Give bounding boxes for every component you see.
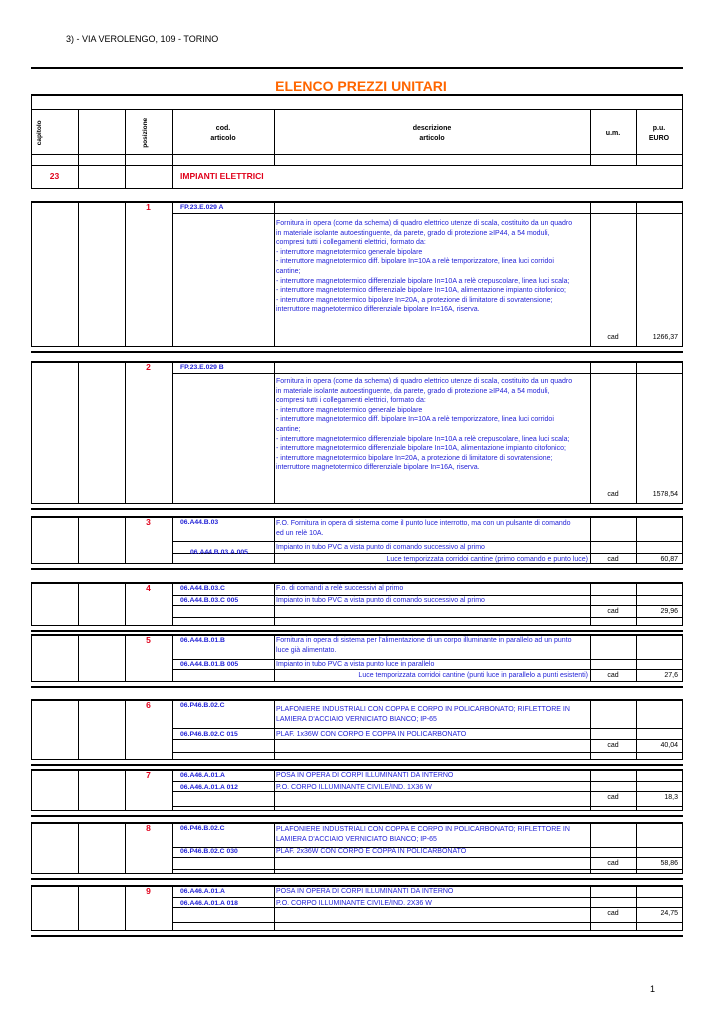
item-position: 1 xyxy=(146,202,151,212)
item-subdescription: Impianto in tubo PVC a vista punto di comando successivo al primo xyxy=(276,544,485,551)
item-column-line xyxy=(31,516,32,563)
item-code: 06.A46.A.01.A xyxy=(180,772,225,779)
description-line: - interruttore magnetotermico diff. bipolare In=10A a relè temporizzatore, linea luci corridoi xyxy=(276,258,554,266)
description-line: - interruttore magnetotermico generale bipolare xyxy=(276,406,423,414)
item-subdescription-detail: Luce temporizzata corridoi cantine (punti luce in parallelo a punti esistenti) xyxy=(358,672,588,679)
item-bottom-thin-rule xyxy=(31,873,683,874)
item-row-rule xyxy=(172,857,683,858)
item-unit: cad xyxy=(607,491,619,498)
item-price: 1266,37 xyxy=(652,334,678,341)
page-title: ELENCO PREZZI UNITARI xyxy=(275,78,447,94)
item-code: 06.A44.B.03.C xyxy=(180,585,225,592)
item-unit: cad xyxy=(607,794,619,801)
item-column-line xyxy=(636,361,637,503)
item-column-line xyxy=(274,699,275,759)
item-column-line xyxy=(78,769,79,810)
item-column-line xyxy=(31,699,32,759)
col-um: u.m. xyxy=(605,130,621,137)
item-description xyxy=(276,519,588,538)
item-column-line xyxy=(636,769,637,810)
item-column-line xyxy=(78,516,79,563)
item-bottom-thin-rule xyxy=(31,346,683,347)
description-line: F.o. di comandi a relè successivi al primo xyxy=(276,585,404,592)
item-row-rule xyxy=(172,922,683,923)
item-row-rule xyxy=(172,806,683,807)
item-bottom-thin-rule xyxy=(31,759,683,760)
item-price: 24,75 xyxy=(660,910,678,917)
item-price: 58,86 xyxy=(660,860,678,867)
item-subcode: 06.A44.B.03.A 005 xyxy=(190,549,248,556)
col-capitolo: capitolo xyxy=(36,120,44,146)
item-code: 06.A46.A.01.A xyxy=(180,888,225,895)
item-column-line xyxy=(31,582,32,625)
item-column-line xyxy=(274,634,275,681)
item-price: 60,87 xyxy=(660,556,678,563)
description-line: interruttore magnetotermico differenziale bipolare In=16A, riserva. xyxy=(276,464,480,472)
item-code: FP.23.E.029 A xyxy=(180,204,224,211)
item-price: 29,96 xyxy=(660,608,678,615)
description-line: Fornitura in opera di sistema per l'alimentazione di un corpo illuminante in parallelo ad un punto xyxy=(276,637,572,644)
description-line: ed un relè 10A. xyxy=(276,529,324,537)
item-position: 5 xyxy=(146,635,151,645)
item-column-line xyxy=(590,769,591,810)
item-column-line xyxy=(274,769,275,810)
description-line: LAMIERA D'ACCIAIO VERNICIATO BIANCO; IP-65 xyxy=(276,715,437,723)
description-line: - interruttore magnetotermico differenziale bipolare In=10A, alimentazione impianto citofonico; xyxy=(276,287,566,295)
item-subcode: 06.A44.B.03.C 005 xyxy=(180,597,239,604)
description-line: interruttore magnetotermico differenziale bipolare In=16A, riserva. xyxy=(276,306,480,314)
item-column-line xyxy=(78,201,79,346)
item-code: 06.P46.B.02.C xyxy=(180,702,225,709)
item-description xyxy=(276,636,588,655)
item-bottom-rule xyxy=(31,764,683,766)
item-position: 3 xyxy=(146,517,151,527)
item-position: 8 xyxy=(146,823,151,833)
item-row-rule xyxy=(172,752,683,753)
page-number: 1 xyxy=(650,984,656,994)
description-line: Fornitura in opera (come da schema) di quadro elettrico utenze di scala, costituito da un quadro xyxy=(276,378,573,385)
item-price: 1578,54 xyxy=(652,491,678,498)
item-subdescription: PLAF. 1x36W CON CORPO E COPPA IN POLICARBONATO xyxy=(276,731,467,738)
item-subdescription: P.O. CORPO ILLUMINANTE CIVILE/IND. 2X36 W xyxy=(276,900,432,907)
item-column-line xyxy=(682,699,683,759)
item-column-line xyxy=(590,201,591,346)
description-line: POSA IN OPERA DI CORPI ILLUMINANTI DA INTERNO xyxy=(276,888,454,895)
chapter-title: IMPIANTI ELETTRICI xyxy=(180,171,264,181)
item-column-line xyxy=(31,361,32,503)
item-bottom-rule xyxy=(31,878,683,880)
address-header: 3) - VIA VEROLENGO, 109 - TORINO xyxy=(66,34,219,44)
item-bottom-rule xyxy=(31,935,683,937)
item-column-line xyxy=(274,582,275,625)
item-column-line xyxy=(682,361,683,503)
item-row-rule xyxy=(172,541,683,542)
item-row-rule xyxy=(172,553,683,554)
description-line: luce già alimentato. xyxy=(276,646,337,654)
item-column-line xyxy=(274,201,275,346)
item-bottom-rule xyxy=(31,351,683,353)
item-code: 06.P46.B.02.C xyxy=(180,825,225,832)
item-column-line xyxy=(172,769,173,810)
item-description xyxy=(276,825,588,844)
description-line: in materiale isolante autoestinguente, da parete, grado di protezione ≥IP44, a 54 moduli, xyxy=(276,229,550,237)
item-bottom-thin-rule xyxy=(31,810,683,811)
item-column-line xyxy=(78,699,79,759)
item-column-line xyxy=(682,582,683,625)
item-subdescription: Impianto in tubo PVC a vista punto di comando successivo al primo xyxy=(276,597,485,604)
item-subdescription: P.O. CORPO ILLUMINANTE CIVILE/IND. 1X36 W xyxy=(276,784,432,791)
description-line: - interruttore magnetotermico bipolare In=20A, a protezione di limitatore di sovratensione; xyxy=(276,296,553,304)
item-price: 18,3 xyxy=(664,794,678,801)
item-unit: cad xyxy=(607,860,619,867)
item-bottom-thin-rule xyxy=(31,625,683,626)
item-column-line xyxy=(125,201,126,346)
item-row-rule xyxy=(172,897,683,898)
item-description xyxy=(276,705,588,724)
item-column-line xyxy=(172,634,173,681)
item-subcode: 06.P46.B.02.C 015 xyxy=(180,731,238,738)
item-column-line xyxy=(172,201,173,346)
description-line: Fornitura in opera (come da schema) di quadro elettrico utenze di scala, costituito da un quadro xyxy=(276,220,573,227)
item-unit: cad xyxy=(607,742,619,749)
item-column-line xyxy=(590,361,591,503)
item-code: FP.23.E.029 B xyxy=(180,364,224,371)
col-descrizione: descrizione articolo xyxy=(412,125,452,142)
item-bottom-thin-rule xyxy=(31,681,683,682)
item-position: 7 xyxy=(146,770,151,780)
item-description xyxy=(276,584,588,594)
item-position: 4 xyxy=(146,583,151,593)
item-bottom-thin-rule xyxy=(31,503,683,504)
header-rule xyxy=(31,67,683,69)
item-column-line xyxy=(78,361,79,503)
description-line: - interruttore magnetotermico generale bipolare xyxy=(276,248,423,256)
item-unit: cad xyxy=(607,672,619,679)
item-unit: cad xyxy=(607,556,619,563)
item-unit: cad xyxy=(607,608,619,615)
item-row-rule xyxy=(172,213,683,214)
description-line: - interruttore magnetotermico differenziale bipolare In=10A, alimentazione impianto citofonico; xyxy=(276,445,566,453)
item-bottom-thin-rule xyxy=(31,930,683,931)
item-price: 40,04 xyxy=(660,742,678,749)
item-row-rule xyxy=(172,781,683,782)
item-price: 27,6 xyxy=(664,672,678,679)
item-column-line xyxy=(274,361,275,503)
item-column-line xyxy=(682,769,683,810)
description-line: - interruttore magnetotermico diff. bipolare In=10A a relè temporizzatore, linea luci corridoi xyxy=(276,416,554,424)
item-description xyxy=(276,887,588,897)
description-line: cantine; xyxy=(276,425,301,433)
description-line: PLAFONIERE INDUSTRIALI CON COPPA E CORPO IN POLICARBONATO; RIFLETTORE IN xyxy=(276,706,570,713)
item-subdescription: Impianto in tubo PVC a vista punto luce in parallelo xyxy=(276,661,435,668)
item-column-line xyxy=(682,516,683,563)
item-column-line xyxy=(78,582,79,625)
item-description xyxy=(276,219,588,315)
item-subcode: 06.A46.A.01.A 012 xyxy=(180,784,238,791)
item-column-line xyxy=(172,361,173,503)
item-column-line xyxy=(636,582,637,625)
item-unit: cad xyxy=(607,334,619,341)
item-position: 6 xyxy=(146,700,151,710)
item-row-rule xyxy=(172,869,683,870)
item-column-line xyxy=(172,699,173,759)
item-unit: cad xyxy=(607,910,619,917)
item-row-rule xyxy=(172,373,683,374)
item-column-line xyxy=(31,885,32,930)
item-bottom-rule xyxy=(31,686,683,688)
item-column-line xyxy=(31,201,32,346)
item-column-line xyxy=(636,201,637,346)
description-line: in materiale isolante autoestinguente, da parete, grado di protezione ≥IP44, a 54 moduli, xyxy=(276,387,550,395)
item-column-line xyxy=(682,201,683,346)
item-bottom-rule xyxy=(31,630,683,632)
item-column-line xyxy=(31,634,32,681)
item-column-line xyxy=(682,634,683,681)
item-column-line xyxy=(31,822,32,873)
item-code: 06.A44.B.03 xyxy=(180,519,219,526)
item-column-line xyxy=(78,885,79,930)
item-bottom-rule xyxy=(31,568,683,570)
description-line: compresi tutti i collegamenti elettrici, formato da: xyxy=(276,239,426,247)
chapter-number: 23 xyxy=(49,171,60,181)
item-column-line xyxy=(172,582,173,625)
description-line: - interruttore magnetotermico bipolare In=20A, a protezione di limitatore di sovratensione; xyxy=(276,454,553,462)
item-bottom-rule xyxy=(31,815,683,817)
description-line: compresi tutti i collegamenti elettrici, formato da: xyxy=(276,397,426,405)
item-column-line xyxy=(125,361,126,503)
item-position: 9 xyxy=(146,886,151,896)
item-subdescription: PLAF. 2x36W CON CORPO E COPPA IN POLICARBONATO xyxy=(276,848,467,855)
description-line: cantine; xyxy=(276,267,301,275)
description-line: - interruttore magnetotermico differenziale bipolare In=10A a relè crepuscolare, linea luci scala; xyxy=(276,435,570,443)
item-row-rule xyxy=(172,617,683,618)
item-column-line xyxy=(274,516,275,563)
description-line: LAMIERA D'ACCIAIO VERNICIATO BIANCO; IP-65 xyxy=(276,835,437,843)
col-posizione: posizione xyxy=(142,117,150,148)
item-column-line xyxy=(78,822,79,873)
item-subcode: 06.A46.A.01.A 018 xyxy=(180,900,238,907)
description-line: POSA IN OPERA DI CORPI ILLUMINANTI DA INTERNO xyxy=(276,772,454,779)
description-line: - interruttore magnetotermico differenziale bipolare In=10A a relè crepuscolare, linea luci scala; xyxy=(276,277,570,285)
item-subcode: 06.P46.B.02.C 030 xyxy=(180,848,238,855)
item-column-line xyxy=(78,634,79,681)
col-cod: cod. articolo xyxy=(210,125,236,142)
item-row-rule xyxy=(172,728,683,729)
item-code: 06.A44.B.01.B xyxy=(180,637,225,644)
item-column-line xyxy=(31,769,32,810)
item-column-line xyxy=(590,582,591,625)
item-description xyxy=(276,377,588,473)
description-line: PLAFONIERE INDUSTRIALI CON COPPA E CORPO IN POLICARBONATO; RIFLETTORE IN xyxy=(276,826,570,833)
col-pu: p.u. EURO xyxy=(648,125,670,142)
item-position: 2 xyxy=(146,362,151,372)
item-subdescription-detail: Luce temporizzata corridoi cantine (primo comando e punto luce) xyxy=(386,556,588,563)
item-subcode: 06.A44.B.01.B 005 xyxy=(180,661,239,668)
description-line: F.O. Fornitura in opera di sistema come il punto luce interrotto, ma con un pulsante di comando xyxy=(276,520,571,527)
item-bottom-rule xyxy=(31,508,683,510)
item-column-line xyxy=(172,516,173,563)
item-description xyxy=(276,771,588,781)
